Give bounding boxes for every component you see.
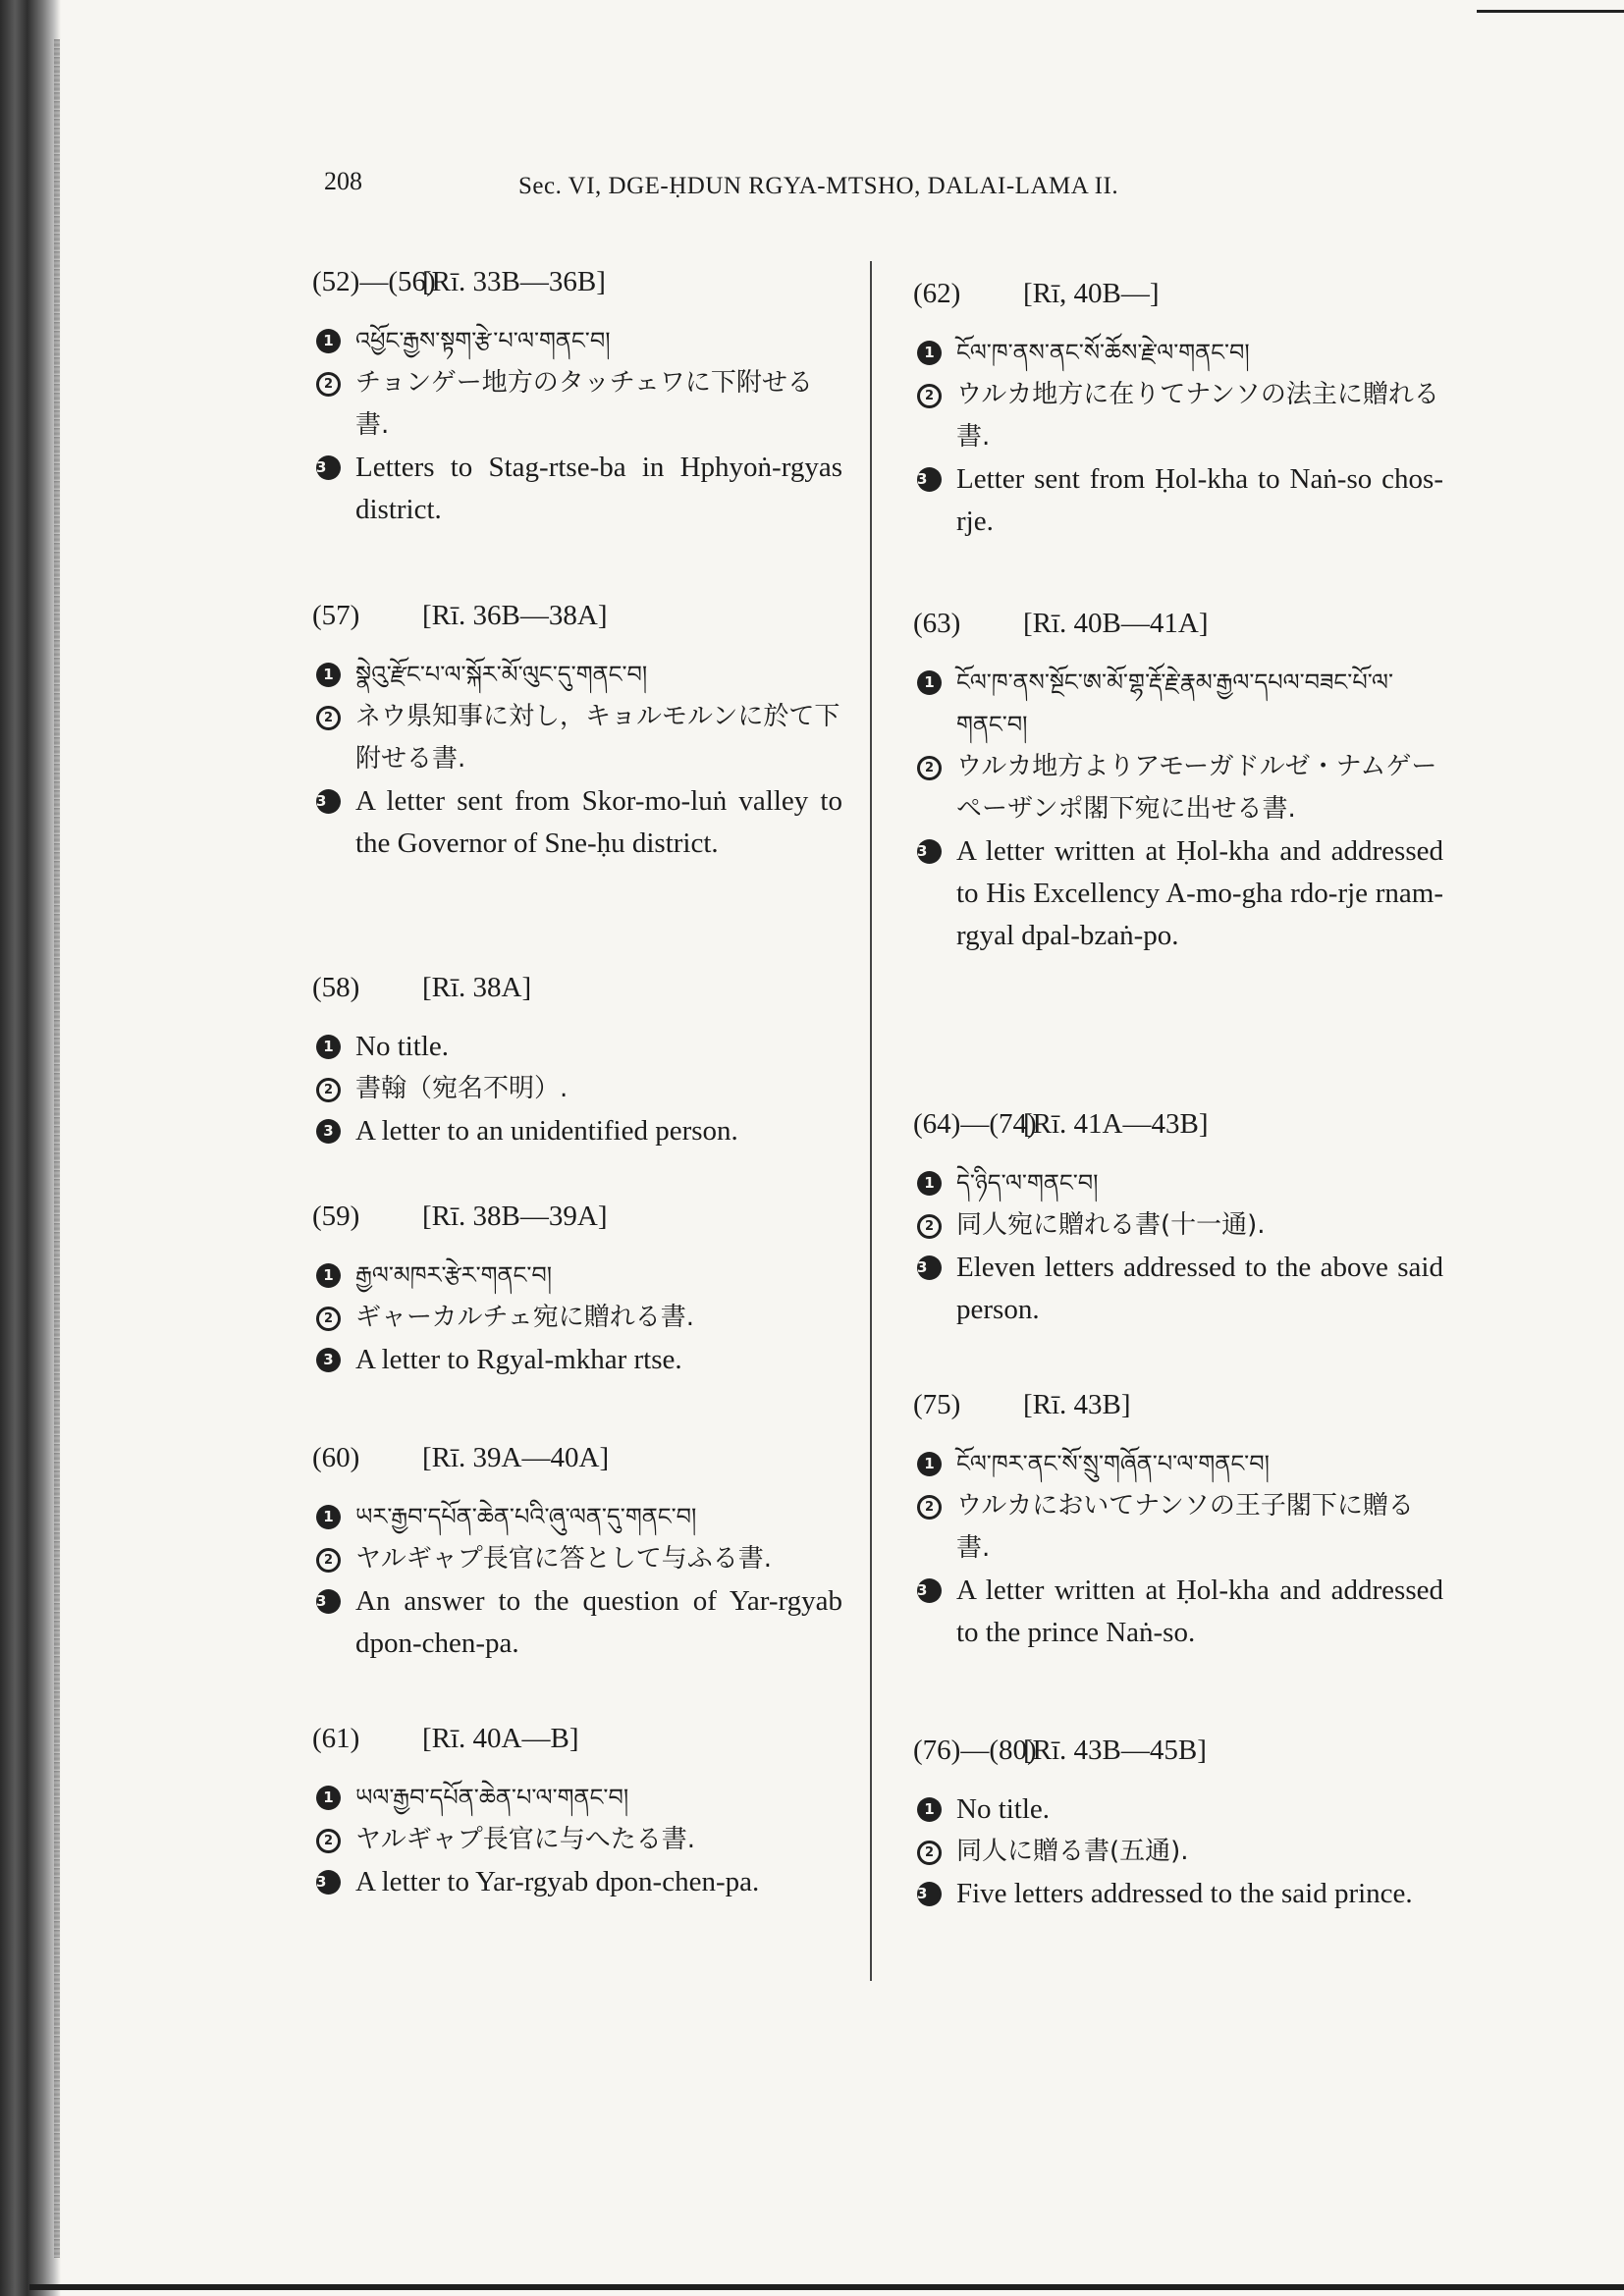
entry-number: (64)—(74): [913, 1108, 1037, 1140]
entry-heading: [312, 261, 842, 302]
entry-number: (58): [312, 972, 360, 1003]
running-head: Sec. VI, DGE-ḤDUN RGYA-MTSHO, DALAI-LAMA II.: [518, 173, 1119, 199]
bullet-3-icon: 3: [316, 1589, 341, 1614]
bullet-2-icon: 2: [917, 756, 942, 780]
entry-heading: [913, 1384, 1443, 1425]
entry-number: (76)—(80): [913, 1735, 1037, 1766]
entry-heading: [312, 1718, 842, 1759]
bullet-3-icon: 3: [917, 1578, 942, 1603]
entry-76-80: [913, 1730, 1443, 1915]
entry-heading: [312, 967, 842, 1008]
english-title: 3 A letter written at Ḥol-kha and addressed to His Excellency A-mo-gha rdo-rje rnam-rgyal dpal-bzaṅ-po.: [917, 835, 1443, 951]
bullet-3-icon: 3: [316, 1870, 341, 1895]
entry-62: [913, 273, 1443, 543]
entry-heading: [913, 603, 1443, 644]
spine-texture: [54, 39, 60, 2258]
japanese-title: 2 ギャーカルチェ宛に贈れる書.: [312, 1297, 842, 1339]
japanese-title: 2 ヤルギャプ長官に答として与ふる書.: [312, 1538, 842, 1580]
entry-63: [913, 603, 1443, 957]
bullet-2-icon: 2: [917, 1214, 942, 1239]
tibetan-title: 1 འཕྱོང་རྒྱས་སྟག་རྩེ་པ་ལ་གནང་བ།: [312, 320, 842, 362]
entry-heading: [913, 273, 1443, 314]
entry-57: [312, 595, 842, 865]
entry-64-74: [913, 1103, 1443, 1331]
japanese-title: 2 同人に贈る書(五通).: [913, 1831, 1443, 1873]
entry-59: [312, 1196, 842, 1381]
japanese-title: 2 ウルカ地方に在りてナンソの法主に贈れる書.: [913, 374, 1443, 458]
english-title: 3 A letter written at Ḥol-kha and addressed to the prince Naṅ-so.: [917, 1575, 1443, 1648]
bullet-2-icon: 2: [316, 1829, 341, 1853]
bullet-2-icon: 2: [316, 1078, 341, 1102]
japanese-title: 2 同人宛に贈れる書(十一通).: [913, 1204, 1443, 1247]
bullet-3-icon: 3: [316, 789, 341, 814]
bullet-1-icon: 1: [917, 1797, 942, 1822]
bullet-1-icon: 1: [917, 1452, 942, 1476]
tibetan-title: 1 རྒྱལ་མཁར་རྩེར་གནང་བ།: [312, 1255, 842, 1297]
bullet-2-icon: 2: [917, 1841, 942, 1865]
entry-ref: [Rī. 38A]: [422, 972, 532, 1003]
entry-heading: [312, 595, 842, 636]
japanese-title: 2 ヤルギャプ長官に与へたる書.: [312, 1819, 842, 1861]
entry-ref: [Rī. 36B—38A]: [422, 600, 608, 631]
entry-heading: [913, 1730, 1443, 1771]
entry-number: (52)—(56): [312, 266, 436, 297]
english-title: 3 An answer to the question of Yar-rgyab dpon-chen-pa.: [316, 1585, 842, 1659]
english-title: 3 Letters to Stag-rtse-ba in Hphyoṅ-rgyas district.: [316, 452, 842, 525]
entry-ref: [Rī. 41A—43B]: [1023, 1108, 1209, 1140]
bullet-3-icon: 3: [316, 1119, 341, 1144]
bullet-1-icon: 1: [917, 341, 942, 365]
japanese-title: 2 書翰（宛名不明）.: [312, 1068, 842, 1110]
bullet-1-icon: 1: [316, 1505, 341, 1529]
entry-number: (59): [312, 1201, 360, 1232]
english-title: 3 A letter to an unidentified person.: [312, 1110, 842, 1152]
bullet-1-icon: 1: [917, 1171, 942, 1196]
no-title-line: 1 No title.: [312, 1026, 842, 1068]
tibetan-title: 1 ཡར་རྒྱབ་དཔོན་ཆེན་པའི་ཞུ་ལན་དུ་གནང་བ།: [312, 1496, 842, 1538]
entry-52-56: [312, 261, 842, 531]
book-spine-shadow: [0, 0, 61, 2296]
entry-heading: [312, 1196, 842, 1237]
bullet-1-icon: 1: [316, 1263, 341, 1288]
entry-number: (62): [913, 278, 961, 309]
entry-61: [312, 1718, 842, 1903]
entry-ref: [Rī. 43B]: [1023, 1389, 1131, 1420]
english-title: 3 A letter to Rgyal-mkhar rtse.: [312, 1339, 842, 1381]
tibetan-title: 1 ངོལ་ཁར་ནང་སོ་སྲུ་གཞོན་པ་ལ་གནང་བ།: [913, 1443, 1443, 1485]
entry-ref: [Rī. 39A—40A]: [422, 1442, 610, 1473]
bullet-2-icon: 2: [316, 706, 341, 730]
bullet-3-icon: 3: [917, 839, 942, 864]
entry-75: [913, 1384, 1443, 1654]
bullet-1-icon: 1: [316, 1786, 341, 1810]
japanese-title: 2 ウルカ地方よりアモーガドルゼ・ナムゲーペーザンポ閣下宛に出せる書.: [913, 746, 1443, 830]
page-number: 208: [324, 167, 362, 195]
bullet-1-icon: 1: [316, 1035, 341, 1059]
bullet-1-icon: 1: [917, 670, 942, 695]
entry-heading: [913, 1103, 1443, 1145]
english-title: 3 A letter sent from Skor-mo-luṅ valley to the Governor of Sne-ḥu district.: [316, 785, 842, 859]
entry-number: (60): [312, 1442, 360, 1473]
bullet-1-icon: 1: [316, 663, 341, 687]
bullet-3-icon: 3: [917, 1255, 942, 1280]
bottom-edge-rule: [29, 2284, 1624, 2290]
entry-58: [312, 967, 842, 1152]
bullet-3-icon: 3: [316, 455, 341, 480]
bullet-3-icon: 3: [316, 1348, 341, 1372]
bullet-2-icon: 2: [316, 1307, 341, 1331]
entry-ref: [Rī. 40B—41A]: [1023, 608, 1209, 639]
no-title-line: 1 No title.: [913, 1789, 1443, 1831]
column-divider: [870, 261, 872, 1981]
english-title: 3 Five letters addressed to the said prince.: [917, 1878, 1413, 1909]
english-title: 3 Letter sent from Ḥol-kha to Naṅ-so chos-rje.: [917, 463, 1443, 537]
entry-number: (75): [913, 1389, 961, 1420]
entry-ref: [Rī. 43B—45B]: [1023, 1735, 1207, 1766]
japanese-title: 2 ウルカにおいてナンソの王子閣下に贈る書.: [913, 1485, 1443, 1570]
entry-heading: [312, 1437, 842, 1478]
bullet-1-icon: 1: [316, 329, 341, 353]
japanese-title: 2 チョンゲー地方のタッチェワに下附せる書.: [312, 362, 842, 447]
tibetan-title: 1 སྣེའུ་རྫོང་པ་ལ་སྐོར་མོ་ལུང་དུ་གནང་བ།: [312, 654, 842, 696]
tibetan-title: 1 དེ་ཉིད་ལ་གནང་བ།: [913, 1162, 1443, 1204]
entry-ref: [Rī. 40A—B]: [422, 1723, 579, 1754]
top-edge-rule: [1477, 10, 1624, 13]
entry-number: (63): [913, 608, 961, 639]
entry-60: [312, 1437, 842, 1665]
entry-ref: [Rī. 38B—39A]: [422, 1201, 608, 1232]
bullet-2-icon: 2: [917, 1495, 942, 1520]
entry-ref: [Rī. 33B—36B]: [422, 266, 606, 297]
tibetan-title: 1 ངོལ་ཁ་ནས་ནང་སོ་ཆོས་རྗེ་ལ་གནང་བ།: [913, 332, 1443, 374]
entry-ref: [Rī, 40B—]: [1023, 278, 1160, 309]
bullet-2-icon: 2: [316, 372, 341, 397]
entry-number: (57): [312, 600, 360, 631]
tibetan-title: 1 ངོལ་ཁ་ནས་སྔོང་ཨ་མོ་གྷ་རྡོ་རྗེ་རྣམ་རྒྱལ་དཔལ་བཟང་པོ་ལ་གནང་བ།: [913, 662, 1443, 746]
japanese-title: 2 ネウ県知事に対し，キョルモルンに於て下附せる書.: [312, 696, 842, 780]
bullet-3-icon: 3: [917, 1882, 942, 1906]
bullet-2-icon: 2: [917, 384, 942, 408]
bullet-3-icon: 3: [917, 467, 942, 492]
entry-number: (61): [312, 1723, 360, 1754]
bullet-2-icon: 2: [316, 1548, 341, 1573]
english-title: 3 A letter to Yar-rgyab dpon-chen-pa.: [316, 1866, 760, 1897]
english-title: 3 Eleven letters addressed to the above said person.: [917, 1252, 1443, 1325]
tibetan-title: 1 ཡལ་རྒྱབ་དཔོན་ཆེན་པ་ལ་གནང་བ།: [312, 1777, 842, 1819]
